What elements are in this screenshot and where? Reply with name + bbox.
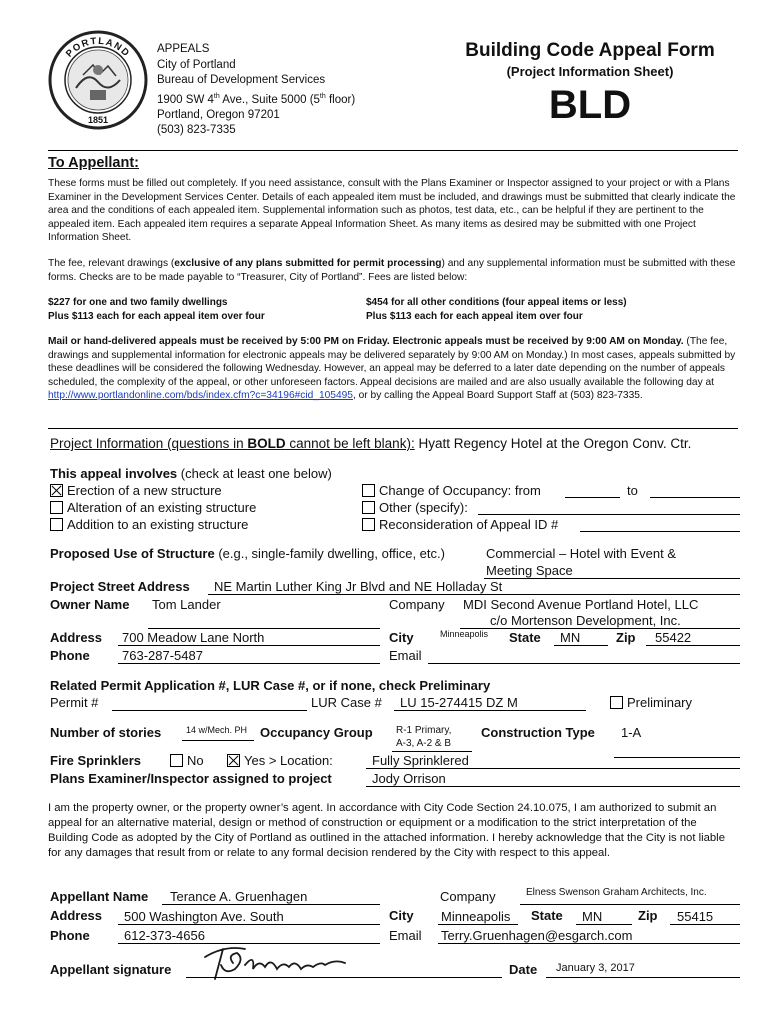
owner-city-value[interactable]: Minneapolis bbox=[440, 629, 489, 639]
occupancy-to-label: to bbox=[627, 483, 638, 498]
occupancy-group-value-1[interactable]: R-1 Primary, bbox=[396, 725, 452, 736]
option-other[interactable]: Other (specify): bbox=[362, 500, 468, 515]
appeal-id-field[interactable] bbox=[580, 531, 740, 532]
date-label: Date bbox=[509, 962, 538, 977]
occupancy-group-underline bbox=[392, 751, 472, 752]
permit-number-field[interactable] bbox=[112, 710, 307, 711]
owner-company-label: Company bbox=[389, 597, 445, 612]
address-line: (503) 823-7335 bbox=[157, 124, 236, 137]
street-address-label: Project Street Address bbox=[50, 579, 190, 594]
appellant-state-value[interactable]: MN bbox=[582, 909, 603, 924]
appellant-name-label: Appellant Name bbox=[50, 889, 149, 904]
sprinklers-location-underline bbox=[366, 768, 740, 769]
sprinklers-yes-checkbox[interactable] bbox=[227, 754, 240, 767]
appeals-link[interactable]: http://www.portlandonline.com/bds/index.cfm?c=34196#cid_105495 bbox=[48, 390, 353, 401]
appellant-address-value[interactable]: 500 Washington Ave. South bbox=[124, 909, 284, 924]
alteration-checkbox[interactable] bbox=[50, 501, 63, 514]
occupancy-group-label: Occupancy Group bbox=[260, 725, 373, 740]
change-occupancy-checkbox[interactable] bbox=[362, 484, 375, 497]
appellant-email-underline bbox=[438, 943, 740, 944]
street-address-value[interactable]: NE Martin Luther King Jr Blvd and NE Holladay St bbox=[214, 579, 503, 594]
form-subtitle: (Project Information Sheet) bbox=[506, 64, 674, 79]
owner-state-label: State bbox=[509, 630, 541, 645]
instructions-paragraph: These forms must be filled out completely. If you need assistance, consult with the Plans Examiner or Inspector assigned to your project or with a Plans Examiner in the Development Services Center. Details of each appealed item must be included, and drawings must be submitted that clearly indicate the area and the conditions of each appealed item. Supplemental information such as photos, test data, etc., can be helpful if they are pertinent to the appealed item. Each appealed item requires a separate Appeal Information Sheet. As many items as desired may be submitted with one Project Information Sheet. bbox=[48, 178, 736, 243]
stories-label: Number of stories bbox=[50, 725, 162, 740]
reconsideration-checkbox[interactable] bbox=[362, 518, 375, 531]
address-line: APPEALS bbox=[157, 43, 210, 55]
lur-case-underline bbox=[394, 710, 586, 711]
seal-year: 1851 bbox=[87, 115, 109, 125]
deadline-text-end: , or by calling the Appeal Board Support Staff at (503) 823-7335. bbox=[352, 390, 643, 401]
owner-phone-underline bbox=[118, 663, 380, 664]
appellant-zip-label: Zip bbox=[638, 908, 658, 923]
appellant-address-label: Address bbox=[50, 908, 103, 923]
owner-company-value-1[interactable]: MDI Second Avenue Portland Hotel, LLC bbox=[463, 597, 699, 612]
owner-zip-value[interactable]: 55422 bbox=[655, 630, 692, 645]
appellant-signature-label: Appellant signature bbox=[50, 962, 172, 977]
owner-name-underline bbox=[148, 628, 380, 629]
sprinklers-no-option[interactable]: No bbox=[170, 753, 204, 768]
deadline-text: (The fee, drawings and supplemental information for electronic appeals may be delivered separately by 9:00 AM on Monday.) In most cases, appeals submitted by these deadlines will be considered the following Wednesday. However, an appeal may be deferred to a later date depending on the number of appeals scheduled, the complexity of the appeal, or other unforeseen factors. Appeal decisions are mailed and are also usually available the following day at bbox=[48, 336, 736, 388]
owner-zip-label: Zip bbox=[616, 630, 636, 645]
option-change-occupancy[interactable]: Change of Occupancy: from bbox=[362, 483, 541, 498]
appellant-city-value[interactable]: Minneapolis bbox=[441, 909, 511, 924]
fee-item: Plus $113 each for each appeal item over four bbox=[48, 310, 265, 322]
construction-type-label: Construction Type bbox=[481, 725, 595, 740]
other-specify-field[interactable] bbox=[478, 514, 740, 515]
fee-text: ) and any supplemental information must be submitted with these forms. Checks are to be made payable to “Treasurer, City of Portland”. Fees are listed below: bbox=[48, 258, 736, 283]
owner-name-value[interactable]: Tom Lander bbox=[152, 597, 221, 612]
fee-item: $227 for one and two family dwellings bbox=[48, 297, 228, 308]
deadline-paragraph bbox=[48, 335, 738, 403]
sprinklers-no-checkbox[interactable] bbox=[170, 754, 183, 767]
appellant-company-value[interactable]: Elness Swenson Graham Architects, Inc. bbox=[526, 887, 707, 898]
proposed-use-value-1[interactable]: Commercial – Hotel with Event & bbox=[486, 546, 677, 561]
deadline-bold: Mail or hand-delivered appeals must be received by 5:00 PM on Friday. Electronic appeals must be received by 9:00 AM on Monday. bbox=[48, 336, 684, 347]
addition-checkbox[interactable] bbox=[50, 518, 63, 531]
construction-type-underline bbox=[614, 757, 740, 758]
address-line: Portland, Oregon 97201 bbox=[157, 108, 280, 121]
occupancy-group-value-2[interactable]: A-3, A-2 & B bbox=[396, 738, 452, 749]
option-erection[interactable]: Erection of a new structure bbox=[50, 483, 222, 498]
appellant-name-underline bbox=[162, 904, 380, 905]
appellant-zip-value[interactable]: 55415 bbox=[677, 909, 714, 924]
occupancy-to-field[interactable] bbox=[650, 497, 740, 498]
erection-checkbox[interactable] bbox=[50, 484, 63, 497]
appellant-email-value[interactable]: Terry.Gruenhagen@esgarch.com bbox=[441, 928, 633, 943]
fee-bold-text: exclusive of any plans submitted for permit processing bbox=[174, 258, 442, 269]
proposed-use-underline bbox=[484, 578, 740, 579]
preliminary-checkbox[interactable] bbox=[610, 696, 623, 709]
option-reconsideration[interactable]: Reconsideration of Appeal ID # bbox=[362, 517, 558, 532]
owner-phone-label: Phone bbox=[50, 648, 90, 663]
owner-city-label: City bbox=[389, 630, 414, 645]
fee-paragraph bbox=[48, 257, 738, 284]
appellant-state-label: State bbox=[531, 908, 563, 923]
owner-address-underline bbox=[118, 645, 380, 646]
to-appellant-heading: To Appellant: bbox=[48, 155, 140, 171]
address-line: City of Portland bbox=[157, 58, 236, 71]
owner-email-label: Email bbox=[389, 648, 422, 663]
owner-company-value-2[interactable]: c/o Mortenson Development, Inc. bbox=[490, 613, 681, 628]
appellant-city-label: City bbox=[389, 908, 414, 923]
appellant-state-underline bbox=[576, 924, 632, 925]
appellant-company-label: Company bbox=[440, 889, 496, 904]
header-divider bbox=[48, 150, 738, 151]
lur-case-value[interactable]: LU 15-274415 DZ M bbox=[400, 695, 518, 710]
fire-sprinklers-label: Fire Sprinklers bbox=[50, 753, 142, 768]
appellant-zip-underline bbox=[670, 924, 740, 925]
owner-address-label: Address bbox=[50, 630, 103, 645]
owner-company-underline bbox=[460, 628, 740, 629]
street-address-underline bbox=[208, 594, 740, 595]
section-divider bbox=[48, 428, 738, 429]
signature-line[interactable] bbox=[186, 977, 502, 978]
construction-type-value[interactable]: 1-A bbox=[621, 725, 642, 740]
address-line: Bureau of Development Services bbox=[157, 74, 326, 86]
project-info-value[interactable]: Hyatt Regency Hotel at the Oregon Conv. Ctr. bbox=[414, 436, 692, 451]
sprinklers-location-value[interactable]: Fully Sprinklered bbox=[372, 753, 469, 768]
stories-underline bbox=[182, 740, 254, 741]
owner-state-value[interactable]: MN bbox=[560, 630, 581, 645]
plans-examiner-underline bbox=[366, 786, 740, 787]
appellant-city-underline bbox=[438, 924, 518, 925]
option-addition[interactable]: Addition to an existing structure bbox=[50, 517, 248, 532]
appellant-address-underline bbox=[118, 924, 380, 925]
permit-number-label: Permit # bbox=[50, 695, 99, 710]
fee-item: Plus $113 each for each appeal item over four bbox=[366, 310, 583, 322]
declaration-paragraph: I am the property owner, or the property owner’s agent. In accordance with City Code Section 24.10.075, I am authorized to submit an appeal for an alternative material, design or method of construction or equipment or a modification to the strict interpretation of the Building Code as adopted by the City of Portland as outlined in the attached information. I hereby acknowledge that the City is not liable for any damages that result from or relate to any formal decision rendered by the City with respect to this appeal. bbox=[48, 802, 725, 859]
appellant-name-value[interactable]: Terance A. Gruenhagen bbox=[170, 889, 308, 904]
owner-address-value[interactable]: 700 Meadow Lane North bbox=[122, 630, 265, 645]
project-information-row bbox=[50, 436, 691, 451]
plans-examiner-value[interactable]: Jody Orrison bbox=[372, 771, 446, 786]
appellant-company-underline bbox=[520, 904, 740, 905]
lur-case-label: LUR Case # bbox=[311, 695, 382, 710]
date-underline bbox=[546, 977, 740, 978]
owner-phone-value[interactable]: 763-287-5487 bbox=[122, 648, 203, 663]
city-seal-logo bbox=[48, 30, 148, 130]
owner-zip-underline bbox=[646, 645, 740, 646]
address-line: 1900 SW 4th Ave., Suite 5000 (5th floor) bbox=[157, 92, 356, 106]
fee-item: $454 for all other conditions (four appeal items or less) bbox=[366, 297, 627, 308]
proposed-use-label: Proposed Use of Structure (e.g., single-family dwelling, office, etc.) bbox=[50, 546, 445, 561]
owner-state-underline bbox=[554, 645, 608, 646]
preliminary-option[interactable]: Preliminary bbox=[610, 695, 692, 710]
appellant-phone-value[interactable]: 612-373-4656 bbox=[124, 928, 205, 943]
occupancy-from-field[interactable] bbox=[565, 497, 620, 498]
seal-top-text: PORTLAND bbox=[63, 35, 133, 60]
sprinklers-yes-option[interactable]: Yes > Location: bbox=[227, 753, 333, 768]
project-info-label: Project Information (questions in BOLD cannot be left blank): bbox=[50, 436, 415, 451]
owner-email-field[interactable] bbox=[428, 663, 740, 664]
other-checkbox[interactable] bbox=[362, 501, 375, 514]
fee-text: The fee, relevant drawings ( bbox=[48, 258, 175, 269]
date-value[interactable]: January 3, 2017 bbox=[556, 962, 635, 974]
owner-name-label: Owner Name bbox=[50, 597, 130, 612]
proposed-use-value-2[interactable]: Meeting Space bbox=[486, 563, 573, 578]
appellant-email-label: Email bbox=[389, 928, 422, 943]
form-title-block bbox=[440, 40, 740, 128]
bureau-address bbox=[157, 42, 355, 139]
form-code: BLD bbox=[548, 83, 632, 127]
involves-label: This appeal involves (check at least one below) bbox=[50, 466, 332, 481]
related-permit-label: Related Permit Application #, LUR Case #, or if none, check Preliminary bbox=[50, 678, 491, 693]
plans-examiner-label: Plans Examiner/Inspector assigned to project bbox=[50, 771, 332, 786]
option-alteration[interactable]: Alteration of an existing structure bbox=[50, 500, 256, 515]
appellant-phone-label: Phone bbox=[50, 928, 90, 943]
stories-value[interactable]: 14 w/Mech. PH bbox=[186, 725, 248, 735]
form-title: Building Code Appeal Form bbox=[465, 40, 715, 61]
